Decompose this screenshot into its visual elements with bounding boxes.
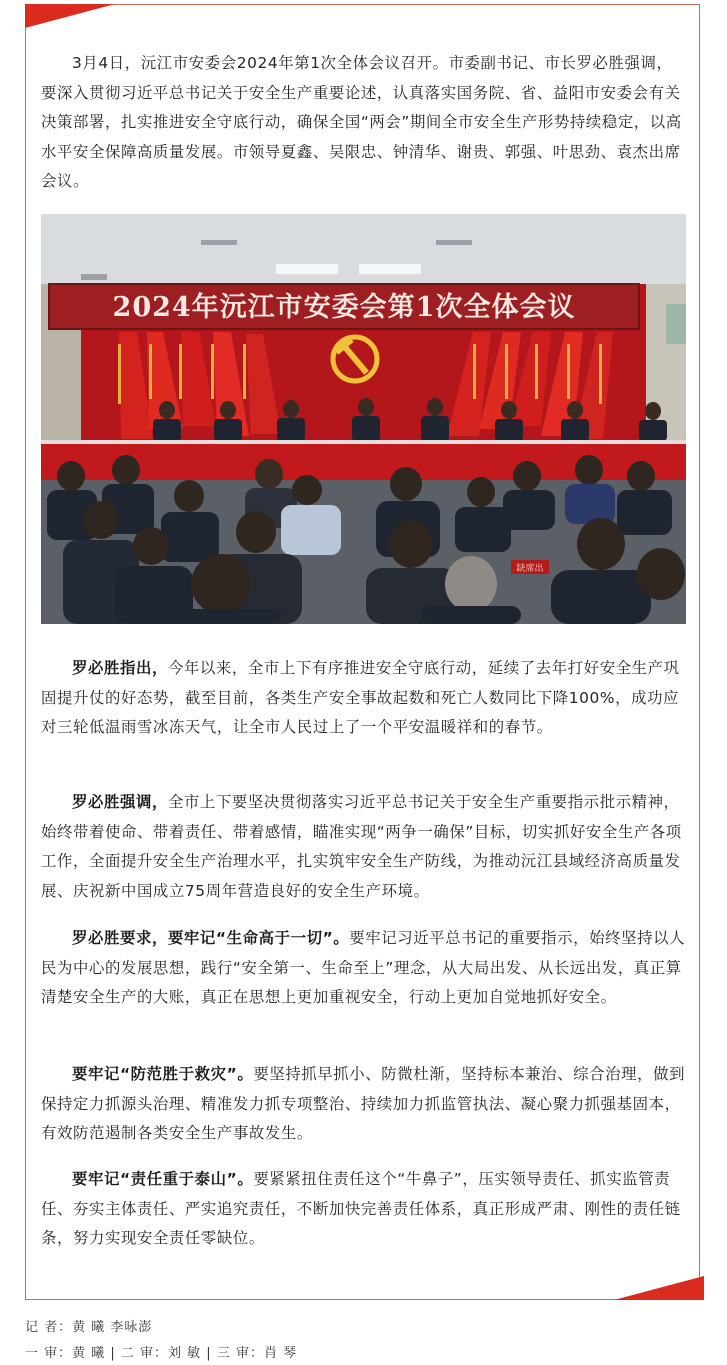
paragraph-2-text: 今年以来，全市上下有序推进安全守底行动，延续了去年打好安全生产巩固提升仗的好态势，截至目前，各类生产安全事故起数和死亡人数同比下降100%，成功应对三轮低温雨雪冰冻天气，让全市人民过上了一个平安温暖祥和的春节。 bbox=[41, 659, 680, 737]
paragraph-3-lead: 罗必胜强调， bbox=[72, 793, 168, 811]
paragraph-5-lead: 要牢记“防范胜于救灾”。 bbox=[72, 1065, 254, 1083]
banner-text: 2024年沅江市安委会第1次全体会议 bbox=[112, 292, 576, 323]
paragraph-6 bbox=[41, 1165, 688, 1254]
nameplate-text: 缺席出 bbox=[516, 564, 544, 574]
paragraph-6-lead: 要牢记“责任重于泰山”。 bbox=[72, 1170, 254, 1188]
corner-decoration-top-left bbox=[25, 4, 115, 28]
paragraph-4-lead: 罗必胜要求，要牢记“生命高于一切”。 bbox=[72, 929, 350, 947]
paragraph-5-text: 要坚持抓早抓小、防微杜渐，坚持标本兼治、综合治理，做到保持定力抓源头治理、精准发力抓专项整治、持续加力抓监管执法、凝心聚力抓强基固本，有效防范遏制各类安全生产事故发生。 bbox=[41, 1065, 686, 1143]
intro-paragraph: 3月4日，沅江市安委会2024年第1次全体会议召开。市委副书记、市长罗必胜强调，要深入贯彻习近平总书记关于安全生产重要论述，认真落实国务院、省、益阳市安委会有关决策部署，扎实推进安全守底行动，确保全国“两会”期间全市安全生产形势持续稳定，以高水平安全保障高质量发展。市领导夏鑫、吴限忠、钟清华、谢贵、郭强、叶思劲、袁杰出席会议。 bbox=[41, 54, 682, 191]
paragraph-2 bbox=[41, 654, 688, 743]
corner-decoration-bottom-right bbox=[614, 1276, 704, 1300]
paragraph-5 bbox=[41, 1060, 688, 1149]
review-credit: 一 审：黄 曦 | 二 审：刘 敏 | 三 审：肖 琴 bbox=[25, 1346, 298, 1361]
paragraph-6-text: 要紧紧扭住责任这个“牛鼻子”，压实领导责任、抓实监管责任、夯实主体责任、严实追究责任，不断加快完善责任体系，真正形成严肃、刚性的责任链条，努力实现安全责任零缺位。 bbox=[41, 1170, 681, 1248]
meeting-photo bbox=[41, 214, 686, 624]
paragraph-2-lead: 罗必胜指出， bbox=[72, 659, 168, 677]
paragraph-4 bbox=[41, 924, 688, 1013]
paragraph-4-text: 要牢记习近平总书记的重要指示，始终坚持以人民为中心的发展思想，践行“安全第一、生命至上”理念，从大局出发、从长远出发，真正算清楚安全生产的大账，真正在思想上更加重视安全，行动上更加自觉地抓好安全。 bbox=[41, 929, 686, 1007]
paragraph-3-text: 全市上下要坚决贯彻落实习近平总书记关于安全生产重要指示批示精神，始终带着使命、带着责任、带着感情，瞄准实现“两争一确保”目标，切实抓好安全生产各项工作，全面提升安全生产治理水平，扎实筑牢安全生产防线，为推动沅江县域经济高质量发展、庆祝新中国成立75周年营造良好的安全生产环境。 bbox=[41, 793, 682, 900]
paragraph-3 bbox=[41, 788, 688, 906]
reporter-credit: 记 者：黄 曦 李咏澎 bbox=[25, 1320, 153, 1335]
